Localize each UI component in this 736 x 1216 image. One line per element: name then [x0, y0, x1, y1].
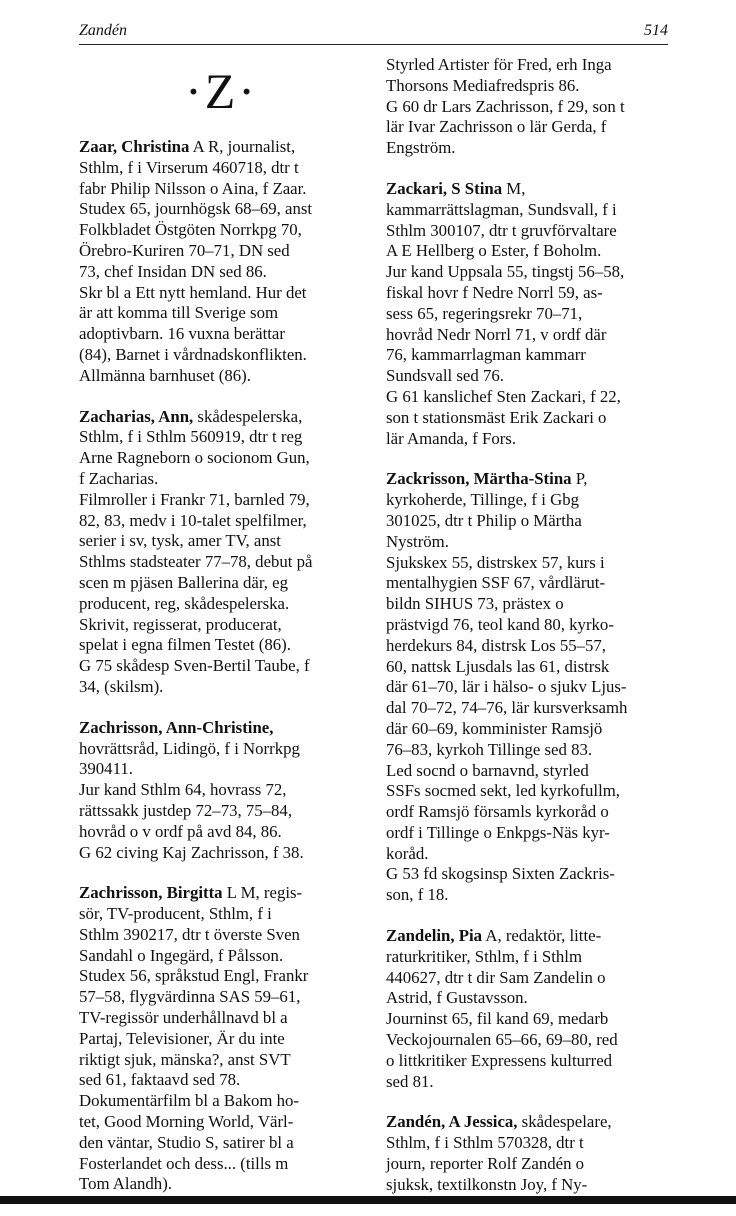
entry-line: prästvigd 76, teol kand 80, kyrko- [386, 614, 614, 634]
entry-line: herdekurs 84, distrsk Los 55–57, [386, 635, 606, 655]
entry-line: 34, (skilsm). [79, 676, 164, 696]
entry-line: hovrättsråd, Lidingö, f i Norrkpg [79, 738, 300, 758]
entry-line: sess 65, regeringsrekr 70–71, [386, 303, 583, 323]
biography-entry [386, 55, 668, 159]
entry-line: son t stationsmäst Erik Zackari o [386, 407, 607, 427]
entry-line: Astrid, f Gustavsson. [386, 988, 528, 1008]
entry-line: där 60–69, komminister Ramsjö [386, 718, 603, 738]
entry-line: sör, TV-producent, Sthlm, f i [79, 904, 272, 924]
entry-line: Dokumentärfilm bl a Bakom ho- [79, 1091, 299, 1111]
entry-line: G 75 skådesp Sven-Bertil Taube, f [79, 656, 310, 676]
entry-text: A, redaktör, litte- [482, 926, 602, 946]
entry-line: 76–83, kyrkoh Tillinge sed 83. [386, 739, 593, 759]
bottom-border [0, 1196, 736, 1204]
entry-text: L M, regis- [222, 883, 303, 903]
entry-line: Sthlm 390217, dtr t överste Sven [79, 924, 300, 944]
entry-line: Fosterlandet och dess... (tills m [79, 1153, 289, 1173]
entry-line: serier i sv, tysk, amer TV, anst [79, 531, 281, 551]
entry-line [386, 179, 668, 200]
entry-name: Zandén, A Jessica, [386, 1112, 518, 1132]
biography-entry [386, 469, 668, 906]
entry-text: skådespelare, [517, 1112, 612, 1132]
entry-line: Partaj, Televisioner, Är du inte [79, 1028, 285, 1048]
biography-entry [386, 926, 668, 1092]
entry-line: scen m pjäsen Ballerina där, eg [79, 572, 289, 592]
biography-entry [79, 883, 364, 1195]
entry-line: 390411. [79, 759, 133, 779]
entry-line: ordf Ramsjö församls kyrkoråd o [386, 802, 609, 822]
entry-line: o littkritiker Expressens kulturred [386, 1050, 613, 1070]
entry-line: producent, reg, skådespelerska. [79, 593, 290, 613]
entry-text: P, [571, 469, 588, 489]
entry-name: Zacharias, Ann, [79, 406, 194, 426]
entry-text: skådespelerska, [193, 406, 303, 426]
entry-line: Sjukskex 55, distrskex 57, kurs i [386, 552, 605, 572]
entry-line: Journinst 65, fil kand 69, medarb [386, 1009, 609, 1029]
entry-line: 60, nattsk Ljusdals las 61, distrsk [386, 656, 610, 676]
entry-line: spelat i egna filmen Testet (86). [79, 635, 291, 655]
entry-name: Zachrisson, Ann-Christine, [79, 717, 274, 737]
entry-name: Zandelin, Pia [386, 926, 483, 946]
entry-line [386, 1112, 668, 1133]
entry-line: där 61–70, lär i hälso- o sjukv Ljus- [386, 677, 627, 697]
entry-line: Allmänna barnhuset (86). [79, 365, 251, 385]
entry-line: dal 70–72, 74–76, lär kursverksamh [386, 698, 628, 718]
entry-line [386, 469, 668, 490]
entry-line: Styrled Artister för Fred, erh Inga [386, 55, 612, 74]
entry-line: Jur kand Uppsala 55, tingstj 56–58, [386, 262, 625, 282]
header-rule [79, 44, 668, 45]
entry-line [386, 926, 668, 947]
biography-entry [386, 179, 668, 449]
biography-entry [79, 718, 364, 864]
entry-line: G 53 fd skogsinsp Sixten Zackris- [386, 864, 615, 884]
entry-line: hovråd o v ordf på avd 84, 86. [79, 821, 282, 841]
entry-line: Sthlms stadsteater 77–78, debut på [79, 552, 313, 572]
entry-text: M, [502, 178, 526, 198]
entry-name: Zackari, S Stina [386, 178, 503, 198]
entry-line: adoptivbarn. 16 vuxna berättar [79, 324, 285, 344]
biography-entry [79, 407, 364, 698]
entry-line: 301025, dtr t Philip o Märtha [386, 510, 582, 530]
section-letter: ·Z· [185, 63, 258, 119]
entry-line: lär Ivar Zachrisson o lär Gerda, f [386, 117, 607, 137]
entry-line: bildn SIHUS 73, prästex o [386, 594, 564, 614]
running-head: Zandén [79, 22, 127, 39]
entry-text: A R, journalist, [189, 137, 296, 156]
entry-line: lär Amanda, f Fors. [386, 428, 517, 448]
entry-line: Sundsvall sed 76. [386, 366, 504, 386]
left-column [79, 55, 364, 1215]
entry-line: Filmroller i Frankr 71, barnled 79, [79, 489, 310, 509]
entry-line: Studex 56, språkstud Engl, Frankr [79, 966, 309, 986]
right-column [386, 55, 668, 1216]
entry-line: Jur kand Sthlm 64, hovrass 72, [79, 780, 287, 800]
entry-line: Folkbladet Östgöten Norrkpg 70, [79, 220, 302, 240]
entry-line: G 62 civing Kaj Zachrisson, f 38. [79, 842, 304, 862]
entry-line: fabr Philip Nilsson o Aina, f Zaar. [79, 178, 307, 198]
entry-line: koråd. [386, 843, 429, 863]
entry-name: Zachrisson, Birgitta [79, 883, 223, 903]
entry-line: G 60 dr Lars Zachrisson, f 29, son t [386, 96, 625, 116]
entry-line: Thorsons Mediafredspris 86. [386, 75, 580, 95]
page-number: 514 [644, 22, 668, 39]
entry-line: Engström. [386, 138, 456, 158]
entry-line: Veckojournalen 65–66, 69–80, red [386, 1030, 618, 1050]
entry-line: son, f 18. [386, 885, 449, 905]
entry-line: SSFs socmed sekt, led kyrkofullm, [386, 781, 621, 801]
entry-line: kammarrättslagman, Sundsvall, f i [386, 199, 617, 219]
entry-line: raturkritiker, Sthlm, f i Sthlm [386, 946, 583, 966]
entry-line: är att komma till Sverige som [79, 303, 279, 323]
entry-name: Zaar, Christina [79, 137, 190, 156]
entry-line: Örebro-Kuriren 70–71, DN sed [79, 240, 290, 260]
entry-line: Sthlm, f i Sthlm 570328, dtr t [386, 1133, 584, 1153]
entry-line: ordf i Tillinge o Enkpgs-Näs kyr- [386, 822, 610, 842]
entry-line: Skrivit, regisserat, producerat, [79, 614, 282, 634]
entry-line: TV-regissör underhållnavd bl a [79, 1008, 288, 1028]
entry-line: fiskal hovr f Nedre Norrl 59, as- [386, 282, 603, 302]
entry-line: kyrkoherde, Tillinge, f i Gbg [386, 490, 579, 510]
entry-line: 76, kammarrlagman kammarr [386, 345, 586, 365]
entry-name: Zackrisson, Märtha-Stina [386, 469, 572, 489]
entry-line: den väntar, Studio S, satirer bl a [79, 1132, 294, 1152]
entry-line: riktigt sjuk, mänska?, anst SVT [79, 1049, 291, 1069]
entry-line [79, 407, 364, 428]
entry-line [79, 718, 364, 739]
entry-line: Sthlm, f i Virserum 460718, dtr t [79, 157, 299, 177]
entry-line: Sandahl o Ingegärd, f Pålsson. [79, 945, 284, 965]
entry-line: journ, reporter Rolf Zandén o [386, 1154, 585, 1174]
entry-line: G 61 kanslichef Sten Zackari, f 22, [386, 386, 621, 406]
entry-line: A E Hellberg o Ester, f Boholm. [386, 241, 602, 261]
entry-line: 57–58, flygvärdinna SAS 59–61, [79, 987, 301, 1007]
entry-line [79, 883, 364, 904]
entry-line: hovråd Nedr Norrl 71, v ordf där [386, 324, 607, 344]
entry-line: 73, chef Insidan DN sed 86. [79, 261, 267, 281]
entry-line: sed 61, faktaavd sed 78. [79, 1070, 241, 1090]
biography-entry [79, 137, 364, 387]
entry-line: sjuksk, textilkonstn Joy, f Ny- [386, 1174, 588, 1194]
entry-line: 440627, dtr t dir Sam Zandelin o [386, 967, 606, 987]
entry-line: Studex 65, journhögsk 68–69, anst [79, 199, 313, 219]
entry-line: sed 81. [386, 1071, 434, 1091]
entry-line: Sthlm, f i Sthlm 560919, dtr t reg [79, 427, 303, 447]
entry-line: f Zacharias. [79, 468, 159, 488]
entry-line: tet, Good Morning World, Värl- [79, 1112, 294, 1132]
entry-line: rättssakk justdep 72–73, 75–84, [79, 800, 293, 820]
entry-line: Led socnd o barnavnd, styrled [386, 760, 589, 780]
entry-line [79, 137, 364, 158]
entry-line: (84), Barnet i vårdnadskonflikten. [79, 344, 307, 364]
entry-line: Nyström. [386, 531, 449, 551]
biography-entry [386, 1112, 668, 1195]
entry-line: Skr bl a Ett nytt hemland. Hur det [79, 282, 307, 302]
entry-line: Sthlm 300107, dtr t gruvförvaltare [386, 220, 617, 240]
entry-line: Arne Ragneborn o socionom Gun, [79, 448, 310, 468]
entry-line: 82, 83, medv i 10-talet spelfilmer, [79, 510, 307, 530]
entry-line: mentalhygien SSF 67, vårdlärut- [386, 573, 606, 593]
entry-line: Tom Alandh). [79, 1174, 172, 1194]
